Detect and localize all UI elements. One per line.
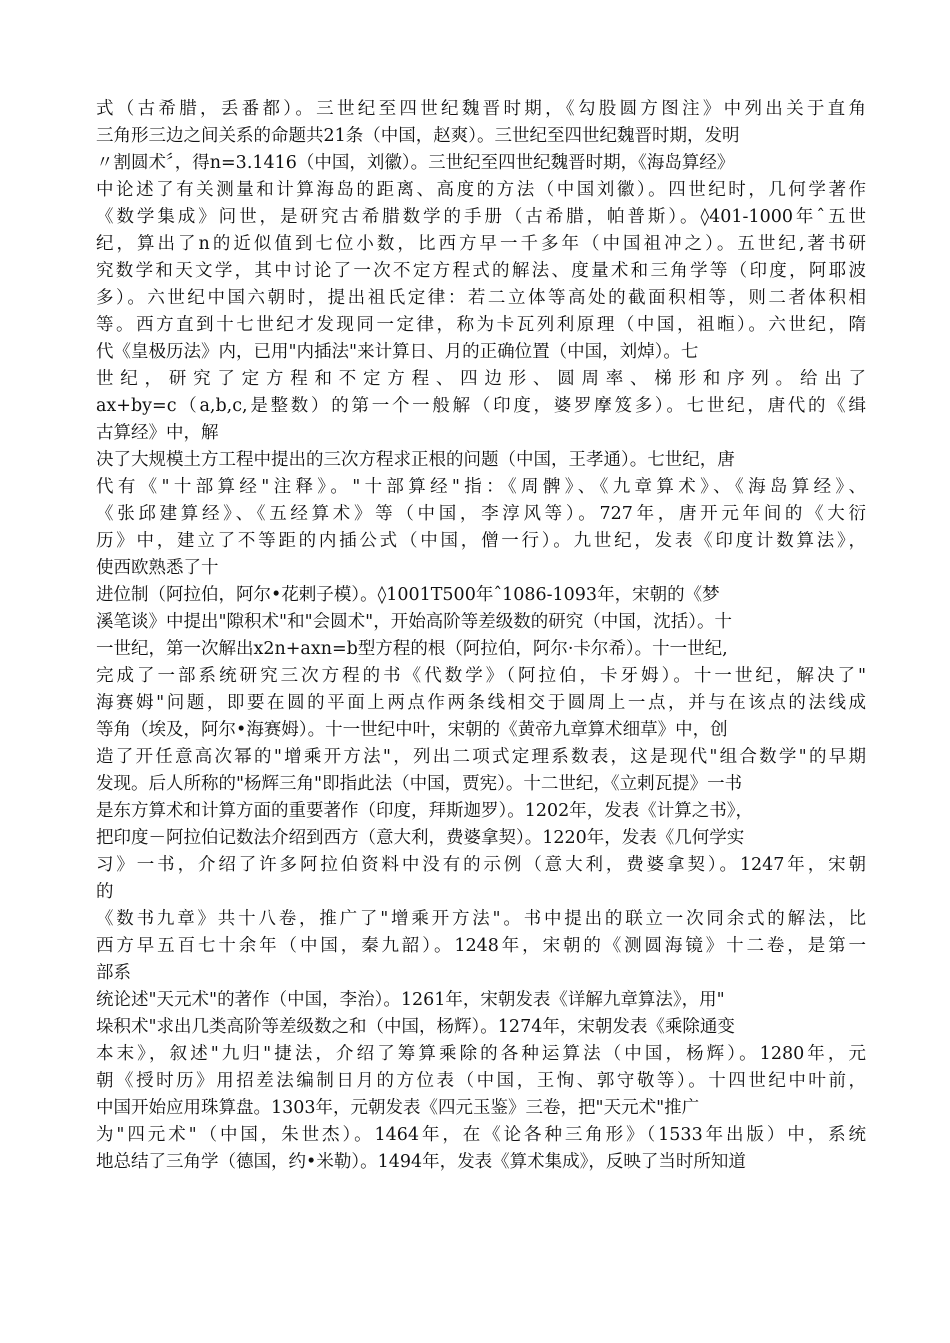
text-line: 中论述了有关测量和计算海岛的距离、高度的方法（中国刘徽）。四世纪时，几何学著作 xyxy=(96,180,866,200)
text-line: 为"四元术"（中国，朱世杰）。1464年，在《论各种三角形》（1533年出版）中，系统 xyxy=(96,1125,866,1145)
text-line: 等角（埃及，阿尔•海赛姆）。十一世纪中叶，宋朝的《黄帝九章算术细草》中，创 xyxy=(96,720,728,740)
text-line: 朝《授时历》用招差法编制日月的方位表（中国，王恂、郭守敬等）。十四世纪中叶前， xyxy=(96,1071,866,1091)
text-line: 把印度－阿拉伯记数法介绍到西方（意大利，费婆拿契）。1220年，发表《几何学实 xyxy=(96,828,745,848)
text-line: 统论述"天元术"的著作（中国，李治）。1261年，宋朝发表《详解九章算法》，用" xyxy=(96,990,725,1010)
text-line: 历》中，建立了不等距的内插公式（中国，僧一行）。九世纪，发表《印度计数算法》， xyxy=(96,531,866,551)
body-text xyxy=(96,96,866,1176)
text-line: 代有《"十部算经"注释》。"十部算经"指：《周髀》、《九章算术》、《海岛算经》、 xyxy=(96,477,866,497)
text-line: 是东方算术和计算方面的重要著作（印度，拜斯迦罗）。1202年，发表《计算之书》， xyxy=(96,801,754,821)
text-line: 的 xyxy=(96,882,114,902)
text-line: 习》一书，介绍了许多阿拉伯资料中没有的示例（意大利，费婆拿契）。1247年，宋朝 xyxy=(96,855,866,875)
text-line: 三角形三边之间关系的命题共21条（中国，赵爽）。三世纪至四世纪魏晋时期，发明 xyxy=(96,126,740,146)
text-line: 地总结了三角学（德国，约•米勒）。1494年，发表《算术集成》，反映了当时所知道 xyxy=(96,1152,746,1172)
text-line: 一世纪，第一次解出x2n+axn=b型方程的根（阿拉伯，阿尔·卡尔希）。十一世纪, xyxy=(96,639,728,659)
text-line: 《数学集成》问世，是研究古希腊数学的手册（古希腊，帕普斯）。◊401-1000年ˆ五世 xyxy=(96,207,866,227)
text-line: 《数书九章》共十八卷，推广了"增乘开方法"。书中提出的联立一次同余式的解法，比 xyxy=(96,909,866,929)
text-line: 决了大规模土方工程中提出的三次方程求正根的问题（中国，王孝通）。七世纪，唐 xyxy=(96,450,735,470)
text-line: 〃割圆术〞，得n=3.1416（中国，刘徽）。三世纪至四世纪魏晋时期，《海岛算经》 xyxy=(96,153,735,173)
text-line: 纪，算出了n的近似值到七位小数，比西方早一千多年（中国祖冲之）。五世纪,著书研 xyxy=(96,234,866,254)
text-line: 古算经》中，解 xyxy=(96,423,219,443)
text-line: 造了开任意高次幂的"增乘开方法"，列出二项式定理系数表，这是现代"组合数学"的早期 xyxy=(96,747,866,767)
text-line: 等。西方直到十七世纪才发现同一定律，称为卡瓦列利原理（中国，祖暅）。六世纪，隋 xyxy=(96,315,866,335)
text-line: 完成了一部系统研究三次方程的书《代数学》（阿拉伯，卡牙姆）。十一世纪，解决了" xyxy=(96,666,866,686)
text-line: 西方早五百七十余年（中国，秦九韶）。1248年，宋朝的《测圆海镜》十二卷，是第一 xyxy=(96,936,866,956)
text-line: 海赛姆"问题，即要在圆的平面上两点作两条线相交于圆周上一点，并与在该点的法线成 xyxy=(96,693,866,713)
text-line: 世纪，研究了定方程和不定方程、四边形、圆周率、梯形和序列。给出了 xyxy=(96,369,866,389)
text-line: 发现。后人所称的"杨辉三角"即指此法（中国，贾宪）。十二世纪，《立剌瓦提》一书 xyxy=(96,774,743,794)
text-line: ax+by=c（a,b,c,是整数）的第一个一般解（印度，婆罗摩笈多）。七世纪，唐代的《缉 xyxy=(96,396,866,416)
text-line: 部系 xyxy=(96,963,131,983)
text-line: 《张邱建算经》、《五经算术》等（中国，李淳风等）。727年，唐开元年间的《大衍 xyxy=(96,504,866,524)
text-line: 进位制（阿拉伯，阿尔•花剌子模）。◊1001T500年ˆ1086-1093年，宋朝的《梦 xyxy=(96,585,720,605)
text-line: 中国开始应用珠算盘。1303年，元朝发表《四元玉鉴》三卷，把"天元术"推广 xyxy=(96,1098,700,1118)
text-line: 究数学和天文学，其中讨论了一次不定方程式的解法、度量术和三角学等（印度，阿耶波 xyxy=(96,261,866,281)
text-line: 代《皇极历法》内，已用"内插法"来计算日、月的正确位置（中国，刘焯）。七 xyxy=(96,342,699,362)
text-line: 垛积术"求出几类高阶等差级数之和（中国，杨辉）。1274年，宋朝发表《乘除通变 xyxy=(96,1017,735,1037)
text-line: 本末》，叙述"九归"捷法，介绍了筹算乘除的各种运算法（中国，杨辉）。1280年，元 xyxy=(96,1044,866,1064)
text-line: 多）。六世纪中国六朝时，提出祖氏定律：若二立体等高处的截面积相等，则二者体积相 xyxy=(96,288,866,308)
text-line: 溪笔谈》中提出"隙积术"和"会圆术"，开始高阶等差级数的研究（中国，沈括）。十 xyxy=(96,612,732,632)
text-line: 使西欧熟悉了十 xyxy=(96,558,219,578)
text-line: 式（古希腊，丢番都）。三世纪至四世纪魏晋时期，《勾股圆方图注》中列出关于直角 xyxy=(96,99,866,119)
